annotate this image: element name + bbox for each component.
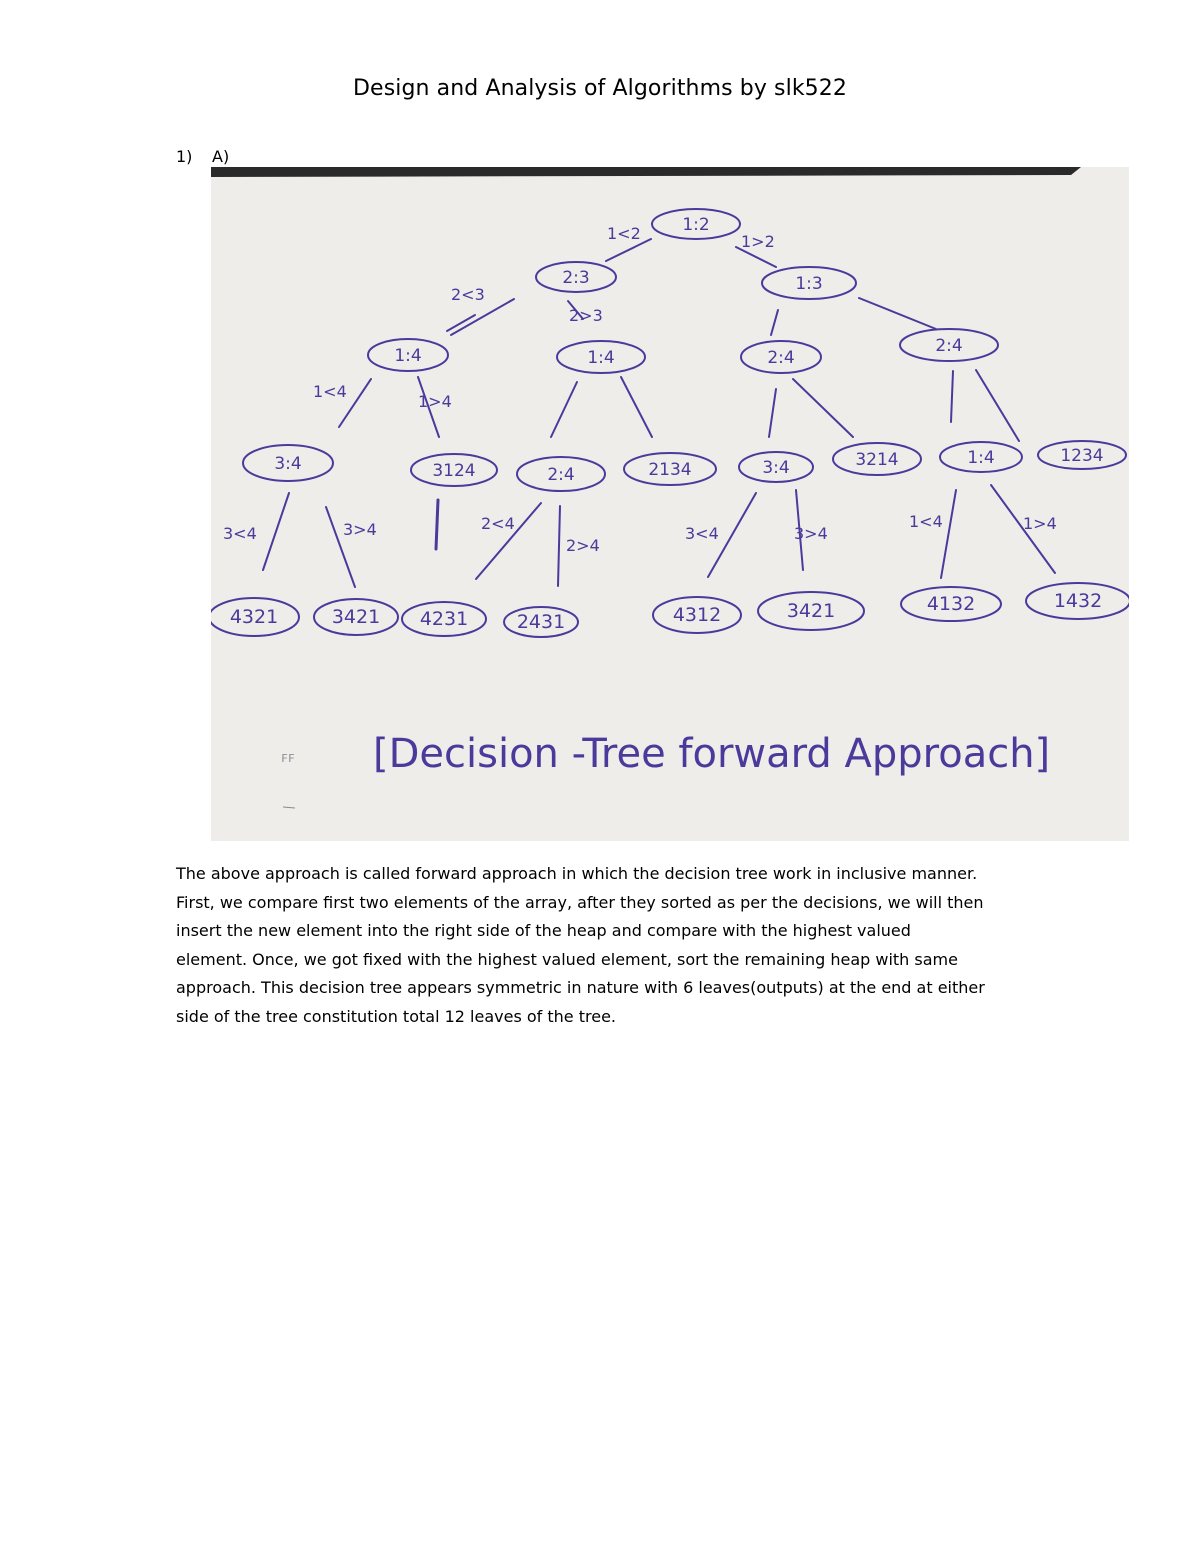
edge-label: 1<4 [313, 382, 347, 401]
node-label: 3421 [331, 606, 381, 628]
edge-label: 2>3 [569, 306, 603, 325]
page-title: Design and Analysis of Algorithms by slk522 [353, 76, 847, 101]
node-label: 3124 [432, 461, 476, 481]
node-label: 3421 [786, 600, 836, 622]
node-label: 1:4 [394, 346, 422, 366]
node-label: 4231 [419, 608, 469, 630]
body-paragraph [176, 860, 1066, 1032]
node-label: 1:4 [587, 348, 615, 368]
question-number: 1) [176, 147, 193, 166]
body-line: element. Once, we got fixed with the highest valued element, sort the remaining heap with same [176, 949, 958, 969]
node-label: 2:3 [562, 268, 590, 288]
node-label: 2431 [516, 611, 566, 633]
node-label: 3:4 [762, 458, 790, 478]
node-label: 4312 [672, 604, 722, 626]
edge-label: 1<4 [909, 512, 943, 531]
figure-caption: [Decision -Tree forward Approach] [373, 731, 1051, 777]
body-line: approach. This decision tree appears symmetric in nature with 6 leaves(outputs) at the end at either [176, 978, 985, 998]
node-label: 2:4 [547, 465, 575, 485]
node-label: 4321 [229, 606, 279, 628]
node-label: 3214 [855, 450, 899, 470]
body-line: First, we compare first two elements of the array, after they sorted as per the decisions, we will then [176, 892, 984, 912]
node-label: 1:3 [795, 274, 823, 294]
decision-tree-drawing [211, 167, 1129, 841]
edge-label: 3<4 [223, 524, 257, 543]
node-label: 2:4 [767, 348, 795, 368]
question-part: A) [212, 147, 230, 166]
edge-label: 2<4 [481, 514, 515, 533]
node-label: 4132 [926, 593, 976, 615]
edge-label: 2>4 [566, 536, 600, 555]
node-label: 1234 [1060, 446, 1104, 466]
body-line: side of the tree constitution total 12 leaves of the tree. [176, 1006, 616, 1026]
edge-label: 3<4 [685, 524, 719, 543]
node-label: 3:4 [274, 454, 302, 474]
edge-label: 1>4 [1023, 514, 1057, 533]
question-label [176, 146, 229, 168]
stray-marks: ꜰꜰ [281, 750, 295, 766]
edge-label: 1>4 [418, 392, 452, 411]
edge-label: 1>2 [741, 232, 775, 251]
edge-label: 3>4 [794, 524, 828, 543]
edge-label: 1<2 [607, 224, 641, 243]
edge-label: 2<3 [451, 285, 485, 304]
body-line: The above approach is called forward approach in which the decision tree work in inclusive manner. [176, 864, 978, 883]
decision-tree-photo [211, 167, 1129, 841]
node-label: 2:4 [935, 336, 963, 356]
node-label: 1:4 [967, 448, 995, 468]
node-label: 2134 [648, 460, 692, 480]
node-label: 1:2 [682, 215, 710, 235]
node-label: 1432 [1053, 590, 1103, 612]
edge-label: 3>4 [343, 520, 377, 539]
body-line: insert the new element into the right side of the heap and compare with the highest valued [176, 921, 911, 941]
